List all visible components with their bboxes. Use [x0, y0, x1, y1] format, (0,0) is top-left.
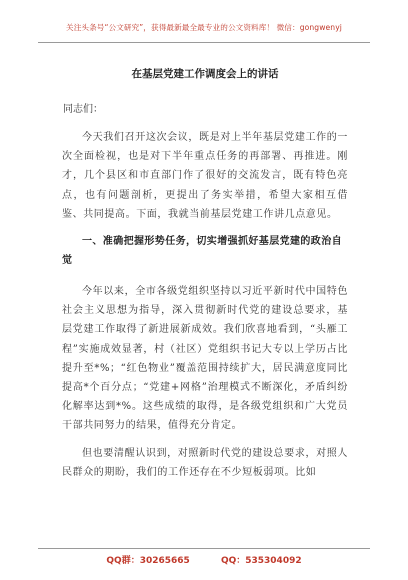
qq-group-text: QQ群：30265665	[106, 556, 190, 566]
paragraph-achievements: 今年以来，全市各级党组织坚持以习近平新时代中国特色社会主义思想为指导，深入贯彻新时代党的建设总要求，基层党建工作取得了新进展新成效。我们欣喜地看到，“头雁工程”实施成效显著，村（社区）党组织书记大专以上学历占比提升至*%；“红色物业”覆盖范围持续扩大，居民满意度同比提高*个百分点；“党建+网格”治理模式不断深化，矛盾纠纷化解率达到*%。这些成绩的取得，是各级党组织和广大党员干部共同努力的结果，值得充分肯定。	[62, 286, 348, 432]
section-heading-1: 一、准确把握形势任务，切实增强抓好基层党建的政治自觉	[62, 236, 342, 267]
document-body	[62, 66, 348, 490]
paragraph-intro: 今天我们召开这次会议，既是对上半年基层党建工作的一次全面检视，也是对下半年重点任务的再部署、再推进。刚才，几个县区和市直部门作了很好的交流发言，既有特色亮点，也有问题剖析，更提出了务实举措，希望大家相互借鉴、共同提高。下面，我就当前基层党建工作讲几点意见。	[62, 132, 348, 220]
qq-text: QQ：535304092	[220, 556, 302, 566]
footer-contact	[0, 553, 408, 566]
paragraph-shortcomings: 但也要清醒认识到，对照新时代党的建设总要求，对照人民群众的期盼，我们的工作还存在不少短板弱项。比如	[62, 447, 348, 478]
header-banner: 关注头条号“公文研究”，获得最新最全最专业的公文资料库！ 微信：gongwenyj	[66, 23, 342, 32]
footer-divider	[38, 548, 370, 549]
greeting: 同志们：	[63, 104, 103, 115]
document-title: 在基层党建工作调度会上的讲话	[131, 68, 279, 80]
header-divider	[38, 42, 370, 43]
